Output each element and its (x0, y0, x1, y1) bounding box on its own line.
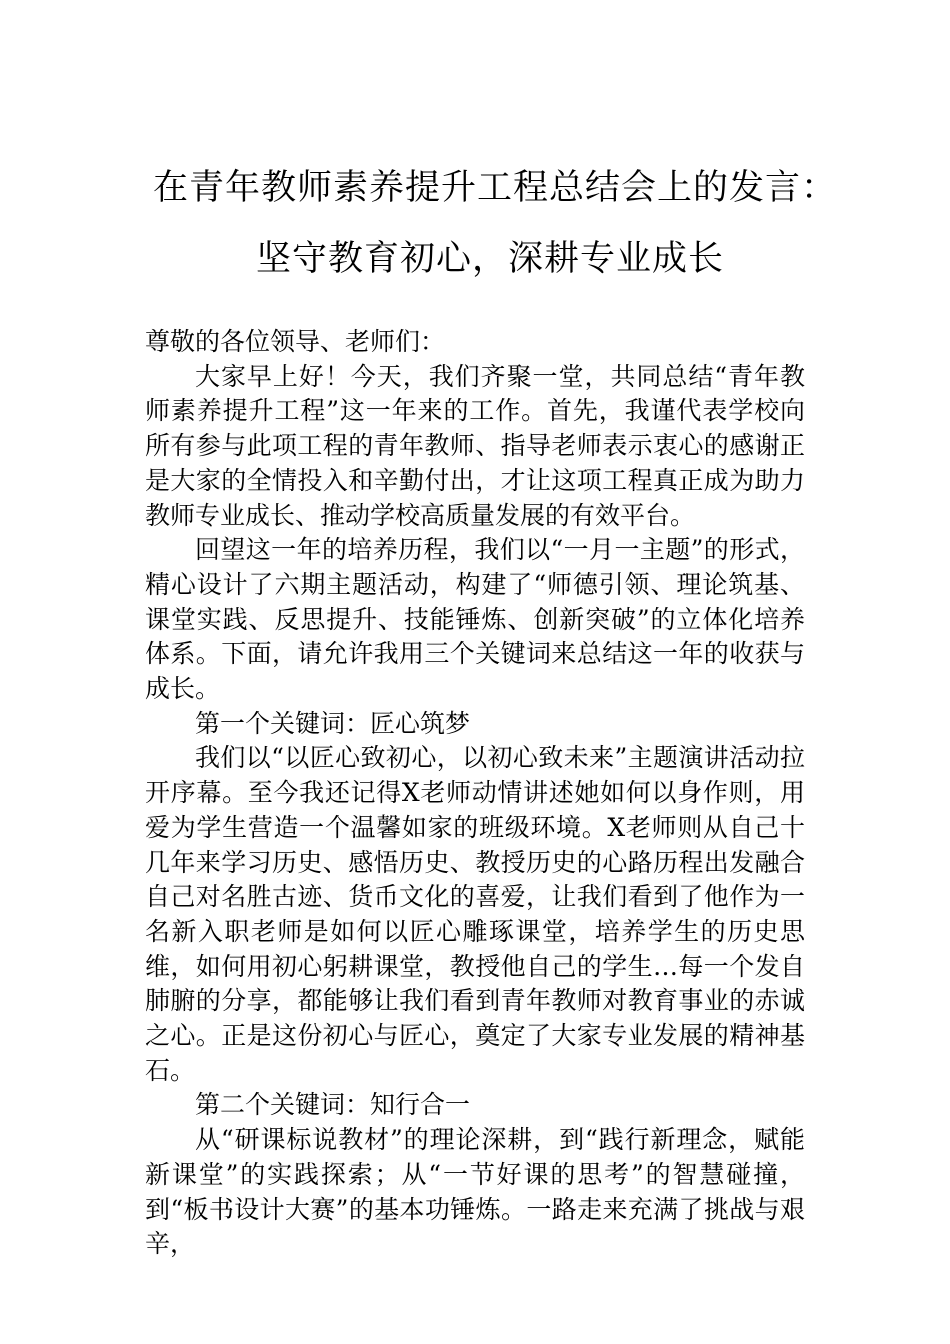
document-title-line1: 在青年教师素养提升工程总结会上的发言： (152, 168, 837, 208)
paragraph-keyword-2: 从“研课标说教材”的理论深耕，到“践行新理念，赋能新课堂”的实践探索；从“一节好课的思考”的智慧碰撞，到“板书设计大赛”的基本功锤炼。一路走来充满了挑战与艰辛， (145, 1125, 805, 1259)
document-title-line2: 坚守教育初心，深耕专业成长 (255, 239, 724, 279)
document-body (145, 325, 845, 1262)
salutation: 尊敬的各位领导、老师们： (145, 327, 446, 356)
paragraph-keyword-1: 我们以“以匠心致初心，以初心致未来”主题演讲活动拉开序幕。至今我还记得X老师动情讲述她如何以身作则，用爱为学生营造一个温馨如家的班级环境。X老师则从自己十几年来学习历史、感悟历史、教授历史的心路历程出发融合自己对名胜古迹、货币文化的喜爱，让我们看到了他作为一名新入职老师是如何以匠心雕琢课堂，培养学生的历史思维，如何用初心躬耕课堂，教授他自己的学生…每一个发自肺腑的分享，都能够让我们看到青年教师对教育事业的赤诚之心。正是这份初心与匠心，奠定了大家专业发展的精神基石。 (145, 743, 805, 1085)
section-heading-1: 第一个关键词：匠心筑梦 (195, 708, 471, 738)
paragraph-review: 回望这一年的培养历程，我们以“一月一主题”的形式，精心设计了六期主题活动，构建了“师德引领、理论筑基、课堂实践、反思提升、技能锤炼、创新突破”的立体化培养体系。下面，请允许我用三个关键词来总结这一年的收获与成长。 (145, 535, 805, 704)
paragraph-opening: 大家早上好！今天，我们齐聚一堂，共同总结“青年教师素养提升工程”这一年来的工作。首先，我谨代表学校向所有参与此项工程的青年教师、指导老师表示衷心的感谢正是大家的全情投入和辛勤付出，才让这项工程真正成为助力教师专业成长、推动学校高质量发展的有效平台。 (145, 361, 805, 530)
section-heading-2: 第二个关键词：知行合一 (195, 1090, 471, 1120)
